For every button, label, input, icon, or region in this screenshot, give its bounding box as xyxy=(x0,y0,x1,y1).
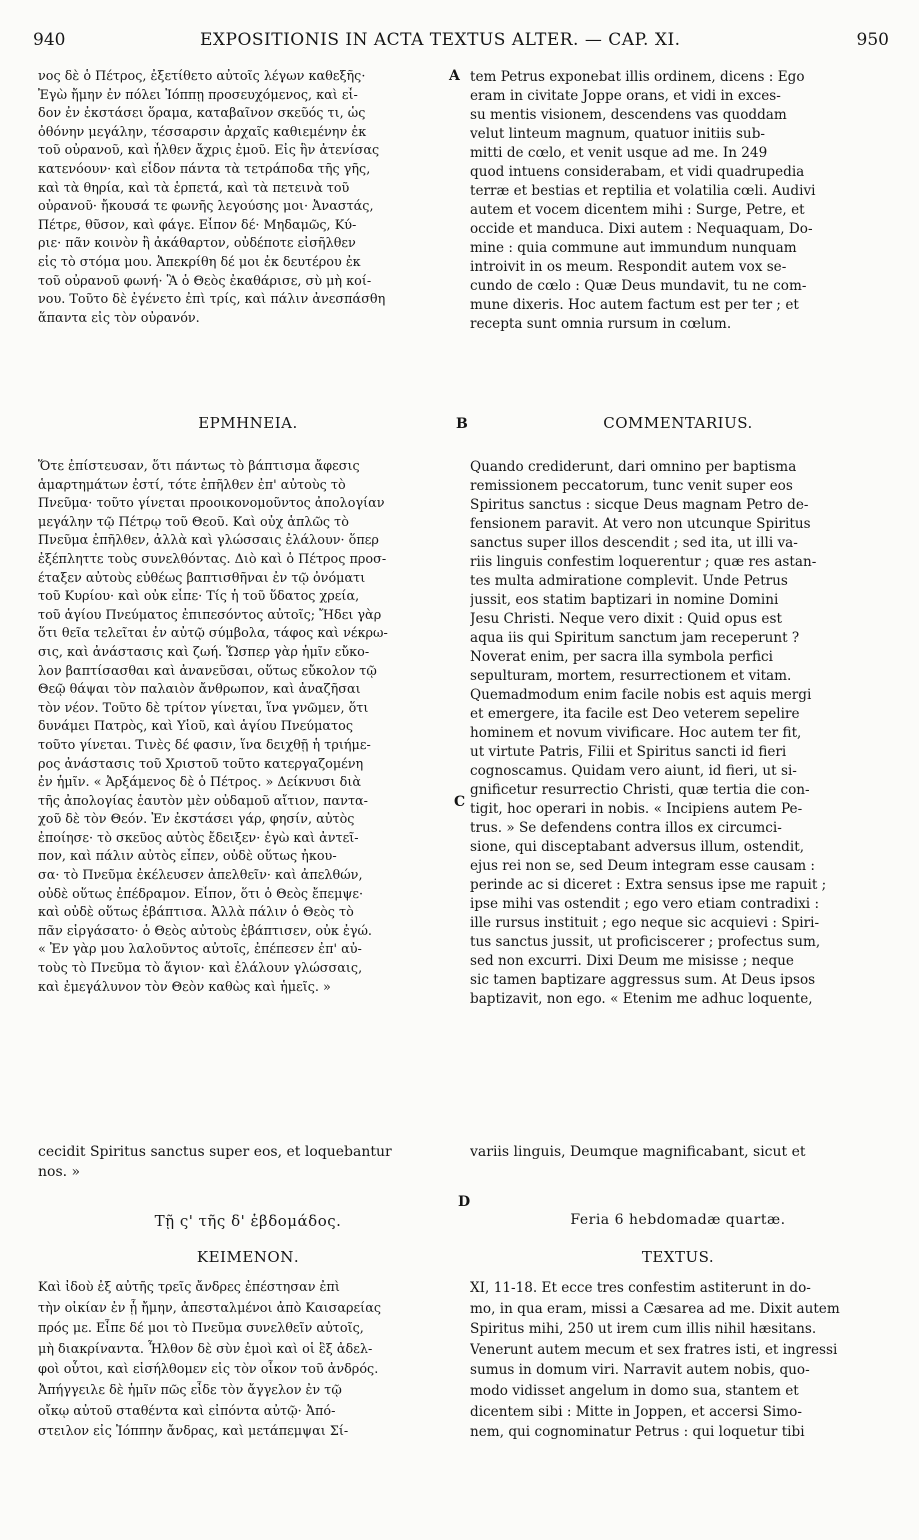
latin-line: Quemadmodum enim facile nobis est aquis mergi xyxy=(470,687,812,703)
latin-line: mitti de cœlo, et venit usque ad me. In 249 xyxy=(470,145,768,161)
greek-line: μεγάλην τῷ Πέτρῳ τοῦ Θεοῦ. Καὶ οὐχ ἁπλῶς τὸ xyxy=(38,514,349,530)
page-number-left: 940 xyxy=(33,30,66,50)
latin-line: quod intuens considerabam, et vidi quadrupedia xyxy=(470,164,805,180)
latin-line: occide et manduca. Dixi autem : Nequaquam, Do- xyxy=(470,221,813,237)
latin-feria: Feria 6 hebdomadæ quartæ. xyxy=(570,1212,786,1228)
latin-line: sumus in domum viri. Narravit autem nobis, quo- xyxy=(470,1362,810,1379)
latin-line: Jesu Christi. Neque vero dixit : Quid opus est xyxy=(470,611,782,627)
latin-line: aqua iis qui Spiritum sanctum jam receperunt ? xyxy=(470,630,800,646)
greek-line: σις, καὶ ἀνάστασις καὶ ζωή. Ὥσπερ γὰρ ἡμῖν εὔκο- xyxy=(38,644,370,660)
latin-line: introivit in os meum. Respondit autem vox se- xyxy=(470,259,787,275)
latin-line: sic tamen baptizare aggressus sum. At Deus ipsos xyxy=(470,972,816,988)
running-title: EXPOSITIONIS IN ACTA TEXTUS ALTER. — CAP. XI. xyxy=(200,30,681,50)
greek-line: οὐρανοῦ· ἤκουσά τε φωνῆς λεγούσης μοι· Ἀναστάς, xyxy=(38,199,374,215)
latin-line: autem et vocem dicentem mihi : Surge, Petre, et xyxy=(470,202,805,218)
greek-line: καὶ οὐδὲ οὕτως ἐβάπτισα. Ἀλλὰ πάλιν ὁ Θεὸς τὸ xyxy=(38,905,354,921)
greek-line: τῆς ἀπολογίας ἑαυτὸν μὲν οὐδαμοῦ αἴτιον, παντα- xyxy=(38,793,368,809)
greek-text-top xyxy=(38,68,458,328)
latin-text-bottom xyxy=(470,1278,886,1443)
latin-line: ipse mihi vas ostendit ; ego vero etiam contradixi : xyxy=(470,896,820,912)
latin-line: baptizavit, non ego. « Etenim me adhuc loquente, xyxy=(470,991,813,1007)
greek-line: « Ἐν γὰρ μου λαλοῦντος αὐτοῖς, ἐπέπεσεν ἐπ' αὐ- xyxy=(38,942,362,958)
latin-line: et emergere, ita facile est Deo veterem sepelire xyxy=(470,706,800,722)
latin-line: mo, in qua eram, missi a Cæsarea ad me. Dixit autem xyxy=(470,1300,840,1317)
latin-line: su mentis visionem, descendens vas quoddam xyxy=(470,107,787,123)
greek-line: χοῦ δὲ τὸν Θεόν. Ἐν ἐκστάσει γάρ, φησίν, αὐτὸς xyxy=(38,812,355,828)
greek-line: νου. Τοῦτο δὲ ἐγένετο ἐπὶ τρίς, καὶ πάλιν ἀνεσπάσθη xyxy=(38,292,386,308)
greek-line: δον ἐν ἐκστάσει ὅραμα, καταβαῖνον σκεῦός τι, ὡς xyxy=(38,106,366,122)
latin-line: tem Petrus exponebat illis ordinem, dicens : Ego xyxy=(470,69,805,85)
latin-line: nem, qui cognominatur Petrus : qui loquetur tibi xyxy=(470,1424,805,1441)
greek-line: έταξεν αὐτοὺς εὐθέως βαπτισθῆναι ἐν τῷ ὀνόματι xyxy=(38,570,366,586)
greek-line: Πνεῦμα· τοῦτο γίνεται προοικονομοῦντος ἀπολογίαν xyxy=(38,496,385,512)
margin-marker-c: C xyxy=(454,794,466,810)
greek-line: τοῦ ἁγίου Πνεύματος ἐπιπεσόντος αὐτοῖς; Ἤδει γὰρ xyxy=(38,607,382,623)
latin-line: tus sanctus jussit, ut proficiscerer ; profectus sum, xyxy=(470,934,821,950)
greek-line: ὀθόνην μεγάλην, τέσσαρσιν ἀρχαῖς καθιεμένην ἐκ xyxy=(38,124,367,140)
greek-line: καὶ ἐμεγάλυνον τὸν Θεὸν καθὼς καὶ ἡμεῖς. » xyxy=(38,979,331,995)
greek-text-bottom xyxy=(38,1278,458,1443)
greek-line: Ἐγὼ ἤμην ἐν πόλει Ἰόππῃ προσευχόμενος, καὶ εἶ- xyxy=(38,87,358,103)
greek-line: εἰς τὸ στόμα μου. Ἀπεκρίθη δέ μοι ἐκ δευτέρου ἐκ xyxy=(38,254,361,270)
greek-line: κατενόουν· καὶ εἶδον πάντα τὰ τετράποδα τῆς γῆς, xyxy=(38,161,371,177)
greek-line: μὴ διακρίναντα. Ἦλθον δὲ σὺν ἐμοὶ καὶ οἱ ἓξ ἀδελ- xyxy=(38,1341,373,1357)
crossing-right xyxy=(470,1142,886,1162)
greek-line: ρος ἀνάστασις τοῦ Χριστοῦ τοῦτο κατεργαζομένη xyxy=(38,756,364,772)
crossing-line-right: variis linguis, Deumque magnificabant, sicut et xyxy=(470,1144,806,1160)
greek-line: ἁμαρτημάτων ἐστί, τότε ἐπῆλθεν ἐπ' αὐτοὺς τὸ xyxy=(38,477,346,493)
greek-line: τοὺς τὸ Πνεῦμα τὸ ἅγιον· καὶ ἐλάλουν γλώσσαις, xyxy=(38,961,363,977)
greek-line: ριε· πᾶν κοινὸν ἢ ἀκάθαρτον, οὐδέποτε εἰσῆλθεν xyxy=(38,236,356,252)
latin-line: sione, qui disceptabant adversus illum, ostendit, xyxy=(470,839,805,855)
latin-text-title: TEXTUS. xyxy=(641,1248,715,1266)
greek-feria: Τῇ ς' τῆς δ' ἑβδομάδος. xyxy=(154,1212,342,1230)
greek-line: πᾶν εἰργάσατο· ὁ Θεὸς αὐτοὺς ἐβάπτισεν, οὐκ ἐγώ. xyxy=(38,923,372,939)
latin-line: trus. » Se defendens contra illos ex circumci- xyxy=(470,820,782,836)
latin-line: Venerunt autem mecum et sex fratres isti, et ingressi xyxy=(470,1341,838,1358)
greek-line: φοὶ οὗτοι, καὶ εἰσήλθομεν εἰς τὸν οἶκον τοῦ ἀνδρός. xyxy=(38,1362,379,1378)
crossing-line-left: cecidit Spiritus sanctus super eos, et loquebantur xyxy=(38,1144,392,1160)
greek-section-title: ΕΡΜΗΝΕΙΑ. xyxy=(198,414,298,432)
greek-line: νος δὲ ὁ Πέτρος, ἐξετίθετο αὐτοῖς λέγων καθεξῆς· xyxy=(38,69,366,84)
latin-line: terræ et bestias et reptilia et volatilia cœli. Audivi xyxy=(470,183,816,199)
latin-line: mine : quia commune aut immundum nunquam xyxy=(470,240,797,256)
greek-line: τοῦ οὐρανοῦ, καὶ ἦλθεν ἄχρις ἐμοῦ. Εἰς ἣν ἀτενίσας xyxy=(38,143,380,159)
greek-text-title: ΚΕΙΜΕΝΟΝ. xyxy=(196,1248,300,1266)
running-header xyxy=(0,30,919,54)
latin-line: tigit, hoc operari in nobis. « Incipiens autem Pe- xyxy=(470,801,803,817)
margin-marker-a: A xyxy=(449,68,460,84)
latin-line: Quando crediderunt, dari omnino per baptisma xyxy=(470,459,797,475)
greek-line: ὅτι θεῖα τελεῖται ἐν αὐτῷ σύμβολα, τάφος καὶ νέκρω- xyxy=(38,626,388,642)
latin-line: tes multa admiratione complevit. Unde Petrus xyxy=(470,573,788,589)
latin-line: Spiritus mihi, 250 ut irem cum illis nihil hæsitans. xyxy=(470,1321,817,1338)
latin-commentary xyxy=(470,458,886,1009)
latin-line: Spiritus sanctus : sicque Deus magnam Petro de- xyxy=(470,497,809,513)
latin-line: ejus rei non se, sed Deum integram esse causam : xyxy=(470,858,815,874)
page-number-right: 950 xyxy=(856,30,889,50)
greek-line: τοῦτο γίνεται. Τινὲς δέ φασιν, ἵνα δειχθῇ ἡ τριήμε- xyxy=(38,737,371,753)
latin-line: riis linguis confestim loquerentur ; quæ res astan- xyxy=(470,554,817,570)
latin-line: cognoscamus. Quidam vero aiunt, id fieri, ut si- xyxy=(470,763,797,779)
greek-line: ἐν ἡμῖν. « Ἀρξάμενος δὲ ὁ Πέτρος. » Δείκνυσι διὰ xyxy=(38,775,361,791)
latin-line: fensionem paravit. At vero non utcunque Spiritus xyxy=(470,516,811,532)
greek-line: δυνάμει Πατρὸς, καὶ Υἱοῦ, καὶ ἁγίου Πνεύματος xyxy=(38,719,353,735)
greek-line: Ἀπήγγειλε δὲ ἡμῖν πῶς εἶδε τὸν ἄγγελον ἐν τῷ xyxy=(38,1382,342,1398)
latin-line: ille rursus instituit ; ego neque sic acquievi : Spiri- xyxy=(470,915,820,931)
latin-line: perinde ac si diceret : Extra sensus ipse me rapuit ; xyxy=(470,877,827,893)
greek-line: ἐποίησε· τὸ σκεῦος αὐτὸς ἔδειξεν· ἐγὼ καὶ ἀντεῖ- xyxy=(38,830,359,846)
latin-line: ut virtute Patris, Filii et Spiritus sancti id fieri xyxy=(470,744,787,760)
latin-line: sepulturam, mortem, resurrectionem et vitam. xyxy=(470,668,792,684)
latin-line: jussit, eos statim baptizari in nomine Domini xyxy=(470,592,779,608)
latin-line: recepta sunt omnia rursum in cœlum. xyxy=(470,316,732,332)
latin-section-title: COMMENTARIUS. xyxy=(603,414,753,432)
margin-marker-b: B xyxy=(456,416,468,432)
greek-line: Ὅτε ἐπίστευσαν, ὅτι πάντως τὸ βάπτισμα ἄφεσις xyxy=(38,459,360,474)
latin-line: mune dixeris. Hoc autem factum est per ter ; et xyxy=(470,297,799,313)
greek-line: οὐδὲ οὕτως ἐπέδραμον. Εἶπον, ὅτι ὁ Θεὸς ἔπεμψε· xyxy=(38,886,364,902)
latin-line: cundo de cœlo : Quæ Deus mundavit, tu ne com- xyxy=(470,278,807,294)
greek-line: ἐξέπληττε τοὺς συνελθόντας. Διὸ καὶ ὁ Πέτρος προσ- xyxy=(38,551,387,567)
greek-line: λον βαπτίσασθαι καὶ ἀνανεῦσαι, οὕτως εὔκολον τῷ xyxy=(38,663,377,679)
crossing-left xyxy=(38,1142,458,1182)
greek-line: Πέτρε, θῦσον, καὶ φάγε. Εἶπον δέ· Μηδαμῶς, Κύ- xyxy=(38,217,357,233)
greek-line: τὴν οἰκίαν ἐν ᾗ ἤμην, ἀπεσταλμένοι ἀπὸ Καισαρείας xyxy=(38,1300,381,1316)
greek-line: πον, καὶ πάλιν αὐτὸς εἶπεν, οὐδὲ οὕτως ἠκου- xyxy=(38,849,337,865)
greek-line: τὸν νέον. Τοῦτο δὲ τρίτον γίνεται, ἵνα γνῶμεν, ὅτι xyxy=(38,700,369,716)
latin-line: Noverat enim, per sacra illa symbola perfici xyxy=(470,649,773,665)
latin-line: sanctus super illos descendit ; sed ita, ut illi va- xyxy=(470,535,798,551)
greek-line: πρός με. Εἶπε δέ μοι τὸ Πνεῦμα συνελθεῖν αὐτοῖς, xyxy=(38,1321,364,1337)
latin-line: velut linteum magnum, quatuor initiis sub- xyxy=(470,126,765,142)
margin-marker-d: D xyxy=(458,1194,471,1210)
latin-text-top xyxy=(470,68,886,334)
greek-line: Πνεῦμα ἐπῆλθεν, ἀλλὰ καὶ γλώσσαις ἐλάλουν· ὅπερ xyxy=(38,533,379,549)
latin-line: dicentem sibi : Mitte in Joppen, et accersi Simo- xyxy=(470,1403,802,1420)
greek-line: τοῦ Κυρίου· καὶ οὐκ εἶπε· Τίς ἡ τοῦ ὕδατος χρεία, xyxy=(38,589,360,605)
latin-line: XI, 11-18. Et ecce tres confestim astiterunt in do- xyxy=(470,1280,811,1296)
greek-line: στειλον εἰς Ἰόππην ἄνδρας, καὶ μετάπεμψαι Σί- xyxy=(38,1424,349,1440)
greek-line: σα· τὸ Πνεῦμα ἐκέλευσεν ἀπελθεῖν· καὶ ἀπελθών, xyxy=(38,868,363,884)
greek-line: οἴκῳ αὐτοῦ σταθέντα καὶ εἰπόντα αὐτῷ· Ἀπό- xyxy=(38,1403,336,1419)
latin-line: eram in civitate Joppe orans, et vidi in exces- xyxy=(470,88,781,104)
greek-line: Θεῷ θάψαι τὸν παλαιὸν ἄνθρωπον, καὶ ἀναζῆσαι xyxy=(38,682,361,698)
greek-line: τοῦ οὐρανοῦ φωνή· Ἃ ὁ Θεὸς ἐκαθάρισε, σὺ μὴ κοί- xyxy=(38,273,372,289)
latin-line: hominem et novum vivificare. Hoc autem ter fit, xyxy=(470,725,802,741)
latin-line: sed non excurri. Dixi Deum me misisse ; neque xyxy=(470,953,794,969)
greek-line: Καὶ ἰδοὺ ἐξ αὐτῆς τρεῖς ἄνδρες ἐπέστησαν ἐπὶ xyxy=(38,1280,340,1295)
greek-line: ἅπαντα εἰς τὸν οὐρανόν. xyxy=(38,310,200,326)
latin-line: modo vidisset angelum in domo sua, stantem et xyxy=(470,1382,799,1399)
crossing-line-end: nos. » xyxy=(38,1164,81,1180)
latin-line: gnificetur resurrectio Christi, quæ tertia die con- xyxy=(470,782,810,798)
greek-line: καὶ τὰ θηρία, καὶ τὰ ἑρπετά, καὶ τὰ πετεινὰ τοῦ xyxy=(38,180,350,196)
greek-commentary xyxy=(38,458,458,997)
latin-line: remissionem peccatorum, tunc venit super eos xyxy=(470,478,793,494)
